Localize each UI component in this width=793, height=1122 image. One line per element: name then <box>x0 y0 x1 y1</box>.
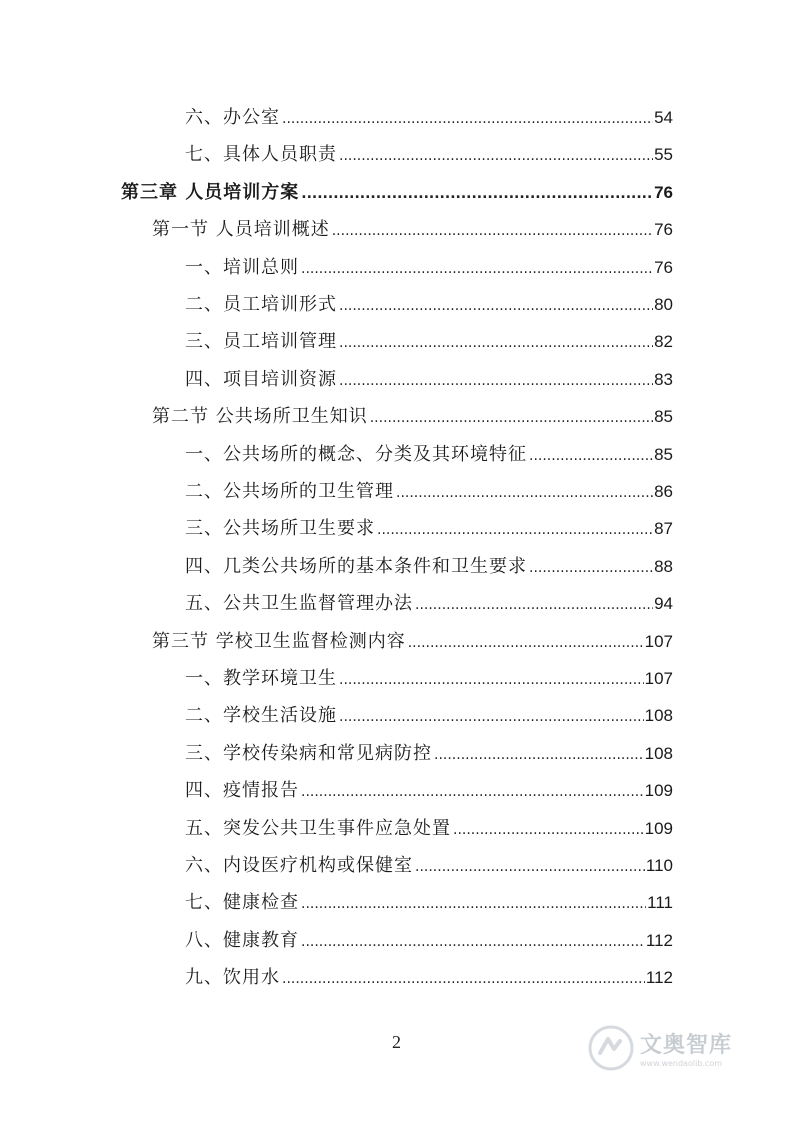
toc-dot-leader <box>301 780 644 804</box>
toc-entry-title: 二、学校生活设施 <box>185 705 337 727</box>
toc-dot-leader <box>339 331 653 355</box>
toc-entry-title: 一、公共场所的概念、分类及其环境特征 <box>185 443 527 465</box>
toc-dot-leader <box>339 294 653 318</box>
toc-dot-leader <box>377 518 653 542</box>
toc-item-entry[interactable] <box>185 106 673 131</box>
toc-dot-leader <box>339 705 644 729</box>
toc-dot-leader <box>434 743 644 767</box>
toc-dot-leader <box>332 219 653 243</box>
toc-item-entry[interactable] <box>185 929 673 954</box>
watermark-logo-icon <box>588 1025 634 1071</box>
toc-dot-leader <box>453 818 644 842</box>
toc-entry-page: 55 <box>654 145 673 165</box>
toc-entry-page: 107 <box>644 631 673 651</box>
toc-entry-page: 87 <box>654 519 673 539</box>
toc-section-entry[interactable] <box>152 630 673 655</box>
toc-item-entry[interactable] <box>185 517 673 542</box>
toc-entry-title: 第二节 公共场所卫生知识 <box>152 406 368 428</box>
toc-entry-title: 第三章 人员培训方案 <box>121 181 300 203</box>
toc-entry-title: 五、公共卫生监督管理办法 <box>185 593 413 615</box>
toc-dot-leader <box>408 631 644 655</box>
toc-item-entry[interactable] <box>185 443 673 468</box>
toc-item-entry[interactable] <box>185 742 673 767</box>
toc-entry-page: 82 <box>654 332 673 352</box>
watermark <box>588 1020 758 1076</box>
toc-entry-title: 八、健康教育 <box>185 929 299 951</box>
toc-entry-page: 76 <box>654 220 673 240</box>
toc-entry-title: 三、公共场所卫生要求 <box>185 518 375 540</box>
toc-entry-title: 第一节 人员培训概述 <box>152 219 330 241</box>
toc-item-entry[interactable] <box>185 256 673 281</box>
toc-section-entry[interactable] <box>152 218 673 243</box>
toc-entry-page: 107 <box>644 669 673 688</box>
page-number: 2 <box>392 1032 401 1052</box>
toc-dot-leader <box>415 855 645 879</box>
toc-item-entry[interactable] <box>185 891 673 916</box>
toc-entry-page: 88 <box>654 556 673 576</box>
toc-entry-page: 94 <box>654 594 673 614</box>
toc-entry-page: 85 <box>654 444 673 464</box>
toc-entry-page: 76 <box>654 182 673 202</box>
toc-entry-page: 109 <box>644 781 673 801</box>
toc-entry-title: 四、几类公共场所的基本条件和卫生要求 <box>185 555 527 577</box>
toc-item-entry[interactable] <box>185 667 673 692</box>
toc-item-entry[interactable] <box>185 704 673 729</box>
toc-dot-leader <box>529 444 653 468</box>
toc-entry-page: 112 <box>645 968 673 988</box>
toc-item-entry[interactable] <box>185 592 673 617</box>
toc-dot-leader <box>282 107 653 131</box>
toc-item-entry[interactable] <box>185 779 673 804</box>
toc-dot-leader <box>339 369 653 393</box>
toc-entry-title: 七、具体人员职责 <box>185 144 337 166</box>
toc-entry-title: 一、培训总则 <box>185 256 299 278</box>
toc-entry-page: 54 <box>654 108 673 127</box>
toc-dot-leader <box>529 556 653 580</box>
toc-entry-title: 一、教学环境卫生 <box>185 668 337 689</box>
toc-item-entry[interactable] <box>185 330 673 355</box>
toc-entry-page: 80 <box>654 295 673 314</box>
toc-dot-leader <box>370 406 653 430</box>
toc-entry-title: 四、项目培训资源 <box>185 368 337 390</box>
toc-chapter-entry[interactable] <box>121 181 673 206</box>
toc-dot-leader <box>301 930 645 954</box>
toc-entry-title: 六、办公室 <box>185 107 280 128</box>
toc-entry-title: 三、员工培训管理 <box>185 331 337 353</box>
toc-item-entry[interactable] <box>185 555 673 580</box>
toc-entry-title: 五、突发公共卫生事件应急处置 <box>185 817 451 839</box>
watermark-url: www.wendaolib.com <box>640 1059 722 1068</box>
toc-entry-page: 76 <box>654 257 673 277</box>
toc-entry-title: 三、学校传染病和常见病防控 <box>185 742 432 764</box>
toc-entry-title: 四、疫情报告 <box>185 780 299 802</box>
toc-entry-page: 85 <box>654 407 673 427</box>
toc-item-entry[interactable] <box>185 293 673 318</box>
toc-dot-leader <box>301 257 653 281</box>
toc-item-entry[interactable] <box>185 854 673 879</box>
toc-entry-page: 112 <box>645 930 673 950</box>
toc-entry-page: 108 <box>644 743 673 763</box>
toc-entry-title: 六、内设医疗机构或保健室 <box>185 855 413 876</box>
toc-entry-page: 110 <box>645 856 673 875</box>
toc-entry-page: 86 <box>654 482 673 501</box>
toc-item-entry[interactable] <box>185 480 673 505</box>
toc-entry-title: 二、公共场所的卫生管理 <box>185 481 394 502</box>
toc-entry-title: 二、员工培训形式 <box>185 294 337 315</box>
toc-item-entry[interactable] <box>185 817 673 842</box>
toc-entry-title: 第三节 学校卫生监督检测内容 <box>152 630 406 652</box>
toc-item-entry[interactable] <box>185 966 673 991</box>
toc-item-entry[interactable] <box>185 143 673 168</box>
toc-dot-leader <box>301 182 653 206</box>
toc-entry-page: 111 <box>647 893 673 913</box>
toc-section-entry[interactable] <box>152 405 673 430</box>
toc-dot-leader <box>339 668 644 692</box>
toc-entry-title: 九、饮用水 <box>185 967 280 989</box>
toc-dot-leader <box>415 593 653 617</box>
toc-item-entry[interactable] <box>185 368 673 393</box>
toc-entry-title: 七、健康检查 <box>185 892 299 914</box>
toc-dot-leader <box>282 967 645 991</box>
watermark-name: 文奥智库 <box>640 1033 733 1058</box>
toc-dot-leader <box>339 144 653 168</box>
toc-dot-leader <box>396 481 653 505</box>
toc-entry-page: 109 <box>644 818 673 838</box>
toc-entry-page: 108 <box>644 706 673 726</box>
toc-dot-leader <box>301 892 646 916</box>
toc-entry-page: 83 <box>654 369 673 389</box>
